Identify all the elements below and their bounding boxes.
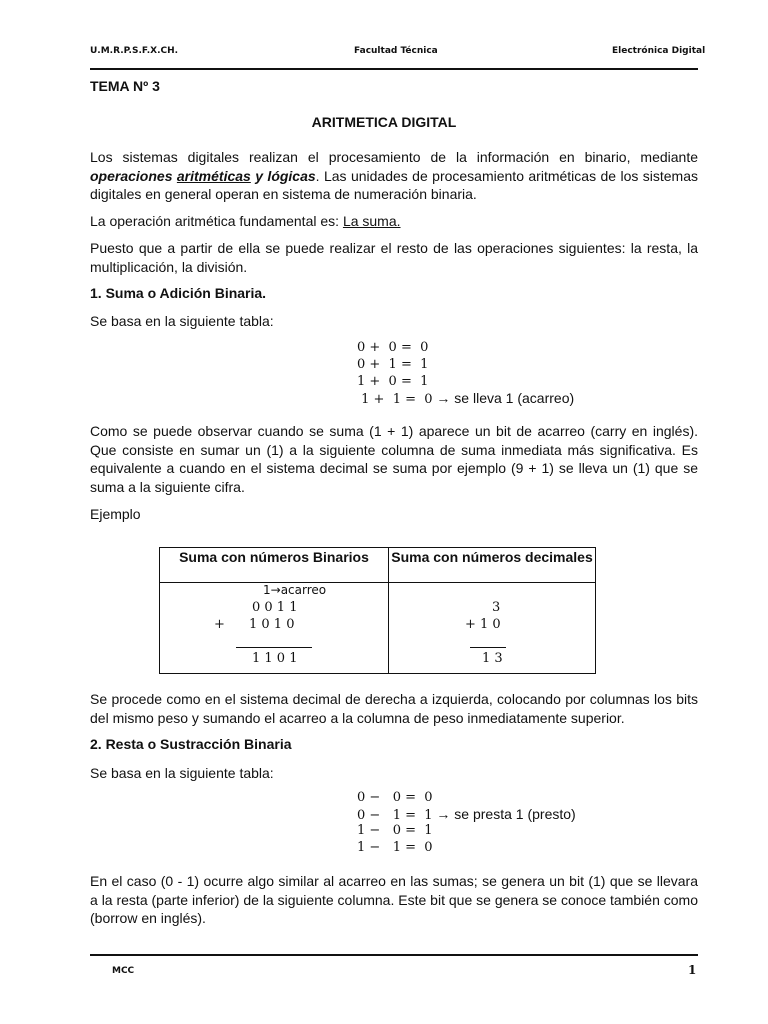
resta-explanation: En el caso (0 - 1) ocurre algo similar al acarreo en las sumas; se genera un bit (1) que se llevara a la resta (parte inferior) de la siguiente columna. Este bit que se genera se conoce también como (borrow en inglés). [90,873,698,926]
binary-plus-sign: + [214,617,225,632]
section-heading-resta: 2. Resta o Sustracción Binaria [90,736,292,752]
table-column-divider [388,548,389,673]
decimal-sum-line [470,647,506,648]
operations-paragraph: Puesto que a partir de ella se puede realizar el resto de las operaciones siguientes: la resta, la multiplicación, la división. [90,240,698,275]
suma-rule-2: 0 + 1 = 1 [357,357,429,372]
example-label: Ejemplo [90,506,141,522]
binary-carry: 1→acarreo [263,583,327,597]
decimal-addend-b: + 1 0 [465,617,501,632]
carry-note: → se lleva 1 (acarreo) [432,390,575,406]
header-institution: U.M.R.P.S.F.X.CH. [90,46,179,56]
intro-text-start: Los sistemas digitales realizan el procesamiento de la información en binario, mediante [90,149,698,165]
la-suma-underlined: La suma. [342,213,401,229]
table-header-binary: Suma con números Binarios [179,549,369,565]
fundamental-operation-paragraph [90,212,698,231]
decimal-result: 1 3 [482,651,503,666]
intro-bold-operaciones: operaciones [90,167,177,184]
resta-rule-1: 0 − 0 = 0 [357,790,433,805]
header-faculty: Facultad Técnica [354,46,438,56]
topic-number: TEMA Nº 3 [90,78,160,94]
suma-rule-4-expression: 1 + 1 = 0 [357,392,433,407]
intro-paragraph [90,148,698,204]
decimal-addend-a: 3 [492,600,501,615]
resta-rule-2-expression: 0 − 1 = 1 [357,808,433,823]
suma-rule-4 [357,390,574,407]
suma-explanation: Como se puede observar cuando se suma (1 + 1) aparece un bit de acarreo (carry en inglés). Que consiste en sumar un (1) a la siguiente columna de suma inmediata más significativa. Es equivalente a cuando en el sistema decimal se suma por ejemplo (9 + 1) se lleva un (1) que se suma a la siguiente cifra. [90,423,698,495]
resta-table-intro: Se basa en la siguiente tabla: [90,765,274,781]
fundamental-operation-text: La operación aritmética fundamental es: [90,213,343,229]
page-title: ARITMETICA DIGITAL [311,114,457,130]
suma-example-table [159,547,596,674]
page-number: 1 [688,963,697,977]
binary-addend-b: 1 0 1 0 [249,617,295,632]
suma-table-intro: Se basa en la siguiente tabla: [90,313,274,329]
header-divider [90,68,698,70]
binary-addend-a: 0 0 1 1 [252,600,298,615]
suma-rule-3: 1 + 0 = 1 [357,374,429,389]
procedure-paragraph: Se procede como en el sistema decimal de derecha a izquierda, colocando por columnas los bits del mismo peso y sumando el acarreo a la columna de peso inmediatamente superior. [90,691,698,726]
suma-rule-1: 0 + 0 = 0 [357,340,429,355]
resta-rule-2 [357,806,576,823]
resta-rule-4: 1 − 1 = 0 [357,840,433,855]
binary-sum-line [236,647,312,648]
table-header-decimal: Suma con números decimales [391,549,593,565]
header-subject: Electrónica Digital [612,46,706,56]
resta-rule-3: 1 − 0 = 1 [357,823,433,838]
intro-bold-logicas: y lógicas [250,167,316,184]
footer-author: MCC [112,966,135,976]
borrow-note: → se presta 1 (presto) [432,806,576,822]
section-heading-suma: 1. Suma o Adición Binaria. [90,285,267,301]
table-header-divider [160,582,595,583]
intro-text-end: . Las unidades de procesamiento aritméticas de los sistemas digitales en general operan en sistema de numeración binaria. [90,167,698,202]
footer-divider [90,954,698,956]
intro-bold-aritmeticas: aritméticas [176,167,251,184]
binary-result: 1 1 0 1 [252,651,298,666]
